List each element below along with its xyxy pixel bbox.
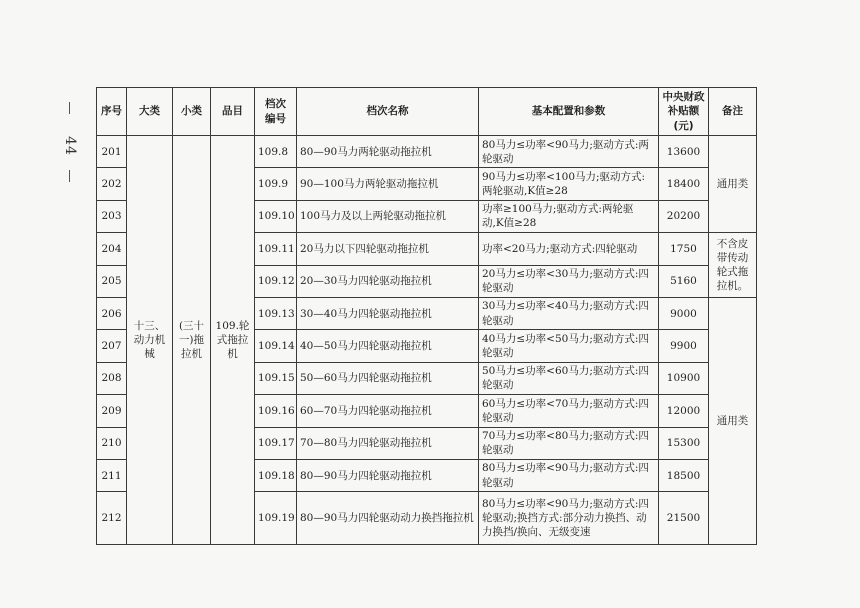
cell-seq: 205 [97, 265, 127, 297]
subsidy-table [96, 87, 757, 545]
cell-grade-name: 60—70马力四轮驱动拖拉机 [297, 395, 479, 427]
cell-config: 80马力≤功率<90马力;驱动方式:四轮驱动 [479, 459, 659, 491]
cell-remark-general: 通用类 [709, 136, 757, 233]
cell-subsidy-amount: 18400 [659, 168, 709, 200]
cell-grade-code: 109.12 [255, 265, 297, 297]
cell-config: 70马力≤功率<80马力;驱动方式:四轮驱动 [479, 427, 659, 459]
cell-subsidy-amount: 10900 [659, 362, 709, 394]
header-grade-code: 档次 编号 [255, 88, 297, 136]
cell-config: 功率<20马力;驱动方式:四轮驱动 [479, 233, 659, 265]
cell-config: 功率≥100马力;驱动方式:两轮驱动,K值≥28 [479, 200, 659, 232]
header-minor-category: 小类 [173, 88, 211, 136]
cell-seq: 203 [97, 200, 127, 232]
cell-subsidy-amount: 15300 [659, 427, 709, 459]
cell-config: 30马力≤功率<40马力;驱动方式:四轮驱动 [479, 297, 659, 329]
cell-grade-code: 109.10 [255, 200, 297, 232]
cell-seq: 208 [97, 362, 127, 394]
cell-remark-general: 通用类 [709, 297, 757, 544]
cell-seq: 210 [97, 427, 127, 459]
page-number-dash-top [69, 102, 70, 114]
cell-grade-name: 80—90马力两轮驱动拖拉机 [297, 136, 479, 168]
cell-seq: 209 [97, 395, 127, 427]
cell-config: 40马力≤功率<50马力;驱动方式:四轮驱动 [479, 330, 659, 362]
cell-seq: 202 [97, 168, 127, 200]
cell-grade-code: 109.18 [255, 459, 297, 491]
cell-grade-code: 109.9 [255, 168, 297, 200]
header-remark: 备注 [709, 88, 757, 136]
cell-subsidy-amount: 1750 [659, 233, 709, 265]
cell-minor-category: (三十一)拖拉机 [173, 136, 211, 545]
cell-grade-name: 50—60马力四轮驱动拖拉机 [297, 362, 479, 394]
cell-config: 50马力≤功率<60马力;驱动方式:四轮驱动 [479, 362, 659, 394]
cell-subsidy-amount: 9000 [659, 297, 709, 329]
cell-grade-name: 80—90马力四轮驱动动力换挡拖拉机 [297, 492, 479, 545]
cell-config: 90马力≤功率<100马力;驱动方式:两轮驱动,K值≥28 [479, 168, 659, 200]
cell-grade-code: 109.19 [255, 492, 297, 545]
cell-subsidy-amount: 5160 [659, 265, 709, 297]
cell-grade-code: 109.14 [255, 330, 297, 362]
cell-seq: 212 [97, 492, 127, 545]
cell-grade-name: 80—90马力四轮驱动拖拉机 [297, 459, 479, 491]
page-number-text: 44 [61, 136, 78, 156]
cell-grade-name: 100马力及以上两轮驱动拖拉机 [297, 200, 479, 232]
cell-config: 80马力≤功率<90马力;驱动方式:两轮驱动 [479, 136, 659, 168]
cell-config: 20马力≤功率<30马力;驱动方式:四轮驱动 [479, 265, 659, 297]
cell-subsidy-amount: 9900 [659, 330, 709, 362]
page-number [58, 100, 82, 190]
page-number-dash-bottom [69, 170, 70, 182]
header-item: 品目 [211, 88, 255, 136]
header-grade-name: 档次名称 [297, 88, 479, 136]
cell-seq: 201 [97, 136, 127, 168]
cell-grade-code: 109.11 [255, 233, 297, 265]
header-major-category: 大类 [127, 88, 173, 136]
cell-grade-name: 20马力以下四轮驱动拖拉机 [297, 233, 479, 265]
header-config: 基本配置和参数 [479, 88, 659, 136]
cell-item: 109.轮式拖拉机 [211, 136, 255, 545]
cell-subsidy-amount: 20200 [659, 200, 709, 232]
header-seq: 序号 [97, 88, 127, 136]
cell-grade-name: 30—40马力四轮驱动拖拉机 [297, 297, 479, 329]
cell-seq: 211 [97, 459, 127, 491]
cell-subsidy-amount: 13600 [659, 136, 709, 168]
cell-seq: 207 [97, 330, 127, 362]
table-header-row [97, 88, 757, 136]
cell-config: 60马力≤功率<70马力;驱动方式:四轮驱动 [479, 395, 659, 427]
cell-grade-code: 109.16 [255, 395, 297, 427]
cell-subsidy-amount: 12000 [659, 395, 709, 427]
cell-grade-name: 40—50马力四轮驱动拖拉机 [297, 330, 479, 362]
cell-config: 80马力≤功率<90马力;驱动方式:四轮驱动;换挡方式:部分动力换挡、动力换挡/换向、无级变速 [479, 492, 659, 545]
table-row [97, 136, 757, 168]
cell-seq: 206 [97, 297, 127, 329]
cell-grade-name: 20—30马力四轮驱动拖拉机 [297, 265, 479, 297]
cell-grade-code: 109.13 [255, 297, 297, 329]
cell-remark-exclusion: 不含皮带传动轮式拖拉机。 [709, 233, 757, 298]
cell-grade-code: 109.15 [255, 362, 297, 394]
cell-grade-code: 109.8 [255, 136, 297, 168]
header-subsidy: 中央财政 补贴额 (元) [659, 88, 709, 136]
cell-grade-name: 90—100马力两轮驱动拖拉机 [297, 168, 479, 200]
cell-major-category: 十三、动力机械 [127, 136, 173, 545]
cell-seq: 204 [97, 233, 127, 265]
cell-subsidy-amount: 21500 [659, 492, 709, 545]
cell-subsidy-amount: 18500 [659, 459, 709, 491]
cell-grade-code: 109.17 [255, 427, 297, 459]
cell-grade-name: 70—80马力四轮驱动拖拉机 [297, 427, 479, 459]
